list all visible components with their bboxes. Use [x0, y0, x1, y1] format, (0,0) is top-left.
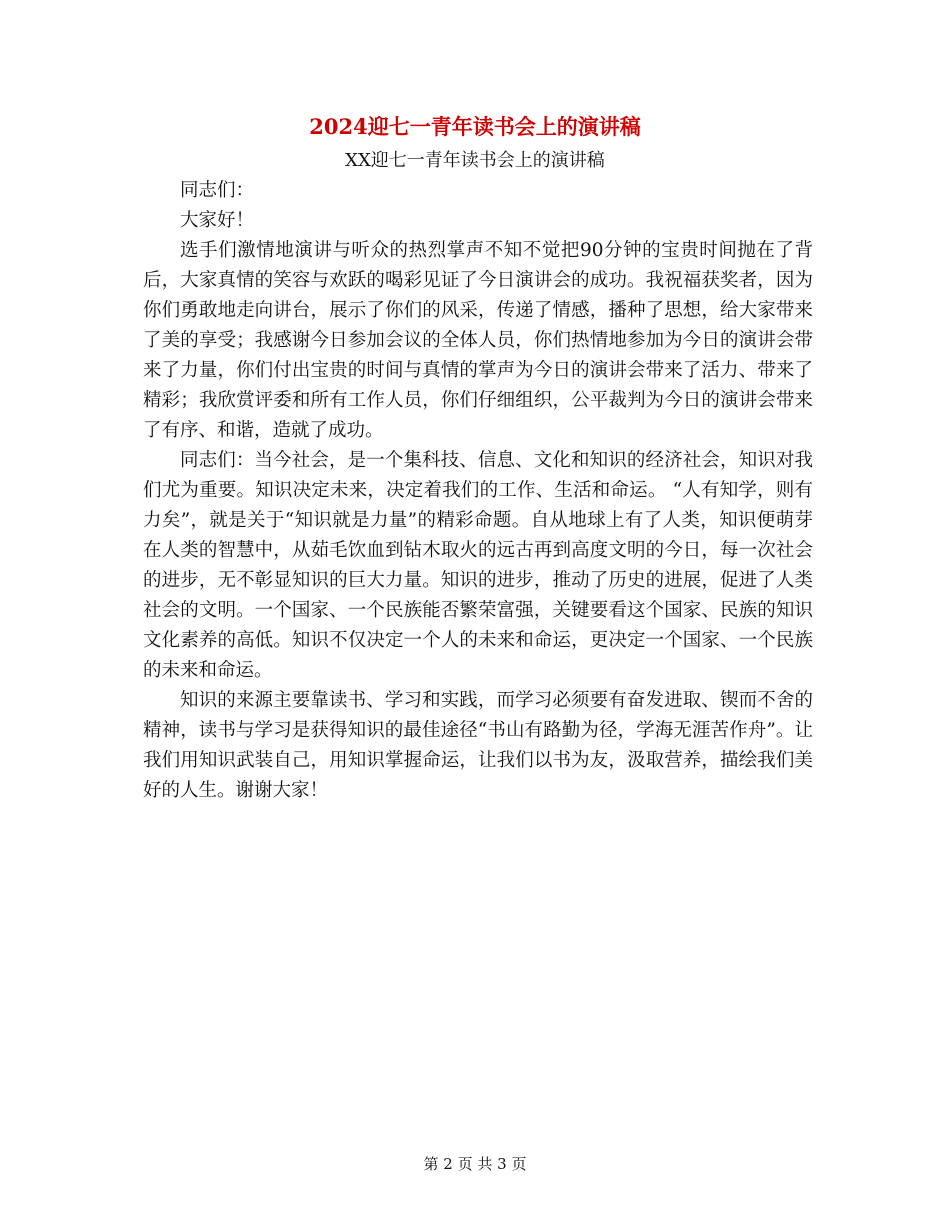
body-paragraph: 同志们：当今社会，是一个集科技、信息、文化和知识的经济社会，知识对我们尤为重要。知识决定未来，决定着我们的工作、生活和命运。 “人有知学，则有力矣”，就是关于“知识就是力量”的精彩命题。自从地球上有了人类，知识便萌芽在人类的智慧中，从茹毛饮血到钻木取火的远古再到高度文明的今日，每一次社会的进步，无不彰显知识的巨大力量。知识的进步，推动了历史的进展，促进了人类社会的文明。一个国家、一个民族能否繁荣富强，关键要看这个国家、民族的知识文化素养的高低。知识不仅决定一个人的未来和命运，更决定一个国家、一个民族的未来和命运。	[143, 450, 813, 681]
body-paragraph: 知识的来源主要靠读书、学习和实践，而学习必须要有奋发进取、锲而不舍的精神，读书与学习是获得知识的最佳途径“书山有路勤为径，学海无涯苦作舟”。让我们用知识武装自己，用知识掌握命运，让我们以书为友，汲取营养，描绘我们美好的人生。谢谢大家！	[143, 690, 813, 801]
page-number: 第 2 页 共 3 页	[423, 1155, 527, 1173]
greeting: 大家好！	[180, 210, 255, 231]
body-paragraph: 选手们激情地演讲与听众的热烈掌声不知不觉把90分钟的宝贵时间抛在了背后，大家真情的笑容与欢跃的喝彩见证了今日演讲会的成功。我祝福获奖者，因为你们勇敢地走向讲台，展示了你们的风采，传递了情感，播种了思想，给大家带来了美的享受；我感谢今日参加会议的全体人员，你们热情地参加为今日的演讲会带来了力量，你们付出宝贵的时间与真情的掌声为今日的演讲会带来了活力、带来了精彩；我欣赏评委和所有工作人员，你们仔细组织，公平裁判为今日的演讲会带来了有序、和谐，造就了成功。	[143, 240, 813, 441]
salutation: 同志们：	[180, 180, 255, 201]
document-body	[143, 176, 813, 806]
document-title: 2024迎七一青年读书会上的演讲稿	[309, 114, 641, 139]
document-subtitle: XX迎七一青年读书会上的演讲稿	[345, 150, 605, 171]
